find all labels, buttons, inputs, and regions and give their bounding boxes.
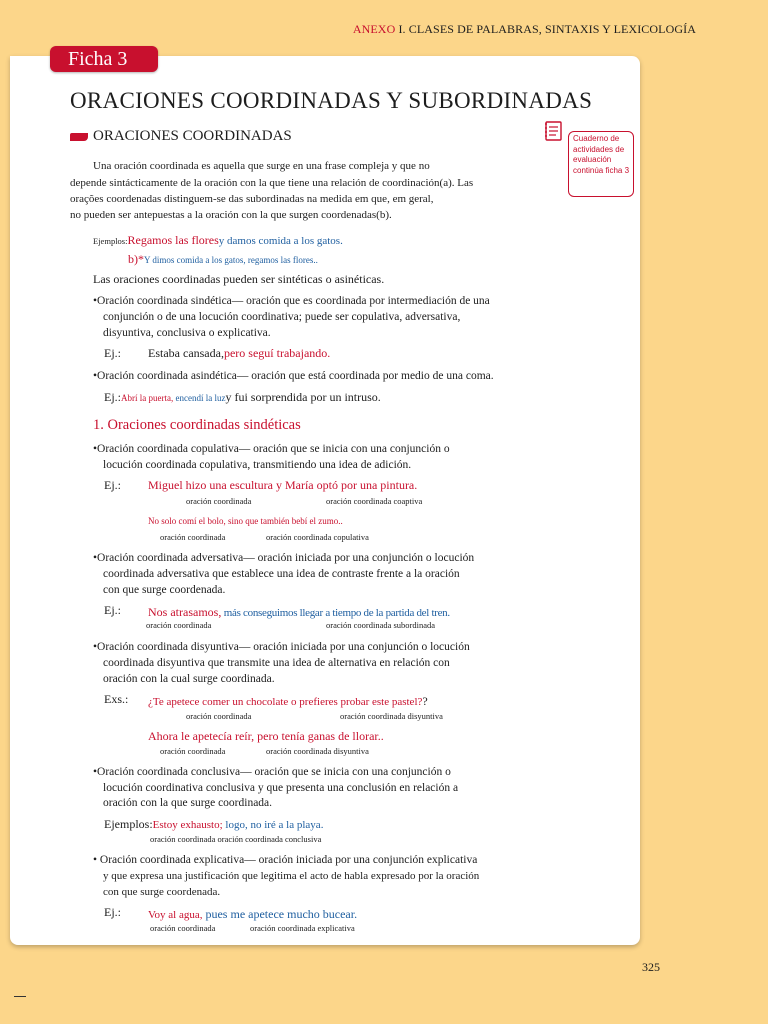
asindetica-ex-part2: encendí la luz — [173, 393, 226, 403]
sindetica-ex-part1: Estaba cansada, — [148, 346, 224, 360]
section-title: ORACIONES COORDINADAS — [93, 128, 292, 144]
adversativa-ex-part1: Nos atrasamos, — [148, 605, 222, 619]
copulativa-ex2-label: oración coordinada copulativa — [266, 532, 369, 542]
sindetica-ex-part2: pero seguí trabajando. — [223, 346, 331, 360]
conclusiva-example — [104, 815, 323, 833]
conclusiva-ex-part2: logo, no iré a la playa. — [222, 819, 324, 831]
explicativa-example — [148, 905, 357, 923]
asindetica-line: •Oración coordinada asindética— oración que está coordinada por medio de una coma. — [93, 370, 494, 382]
ficha-tab: Ficha 3 — [50, 46, 158, 72]
asindetica-ex-part1: Abrí la puerta, — [121, 393, 174, 403]
adversativa-ex-label-1: oración coordinada — [146, 620, 212, 630]
header-title: I. CLASES DE PALABRAS, SINTAXIS Y LEXICOLOGÍA — [395, 22, 696, 36]
sindetica-line: conjunción o de una locución coordinativa; puede ser copulativa, adversativa, — [103, 311, 461, 323]
adversativa-line: coordinada adversativa que establece una idea de contraste frente a la oración — [103, 568, 460, 580]
asindetica-example — [104, 388, 381, 406]
disyuntiva-example-1 — [148, 692, 428, 710]
intro-line: no pueden ser antepuestas a la oración con la que surgen coordenadas(b). — [70, 209, 392, 221]
sindetica-line: •Oración coordinada sindética— oración que es coordinada por intermediación de una — [93, 295, 490, 307]
disyuntiva-line: oración con la cual surge coordinada. — [103, 673, 275, 685]
copulativa-line: locución coordinada copulativa, transmitiendo una idea de adición. — [103, 459, 412, 471]
copulativa-ex2-label: oración coordinada — [160, 532, 226, 542]
sindetica-ex-label: Ej.: — [104, 346, 121, 360]
explicativa-line: • Oración coordinada explicativa— oración iniciada por una conjunción explicativa — [93, 854, 478, 866]
conclusiva-ex-labels: oración coordinada oración coordinada conclusiva — [150, 834, 322, 844]
copulativa-ex1-label: oración coordinada coaptiva — [326, 496, 423, 506]
types-intro: Las oraciones coordinadas pueden ser sintéticas o asinéticas. — [93, 272, 385, 286]
example-b-label: b)* — [128, 252, 144, 266]
header-annex: ANEXO — [352, 22, 396, 36]
conclusiva-line: locución coordinativa conclusiva y que presenta una conclusión en relación a — [103, 782, 459, 794]
adversativa-ex-label: Ej.: — [104, 603, 121, 617]
explicativa-ex-label-2: oración coordinada explicativa — [250, 923, 355, 933]
adversativa-ex-label-2: oración coordinada subordinada — [326, 620, 436, 630]
page-sheet — [10, 56, 640, 945]
example-b-text: Y dimos comida a los gatos, regamos las flores.. — [144, 255, 318, 265]
side-note-box — [568, 131, 634, 197]
side-note-text: Cuaderno de actividades de evaluación continúa ficha 3 — [573, 134, 630, 175]
explicativa-ex-part2: pues me apetece mucho bucear. — [202, 907, 358, 921]
explicativa-ex-label: Ej.: — [104, 905, 121, 919]
page-number: 325 — [642, 960, 660, 974]
example-a-part1: Regamos las flores — [127, 233, 219, 247]
explicativa-ex-label-1: oración coordinada — [150, 923, 216, 933]
copulativa-example-1: Miguel hizo una escultura y María optó por una pintura. — [148, 478, 418, 492]
explicativa-line: con que surge coordenada. — [103, 886, 221, 898]
conclusiva-line: oración con la que surge coordinada. — [103, 797, 273, 809]
example-label: Ejemplos: — [93, 236, 128, 246]
conclusiva-ex-label: Ejemplos: — [104, 817, 153, 831]
adversativa-line: con que surge coordenada. — [103, 584, 226, 596]
copulativa-ex-label: Ej.: — [104, 478, 121, 492]
sindetica-line: disyuntiva, conclusiva o explicativa. — [103, 327, 271, 339]
adversativa-line: •Oración coordinada adversativa— oración iniciada por una conjunción o locución — [93, 552, 475, 564]
asindetica-ex-label: Ej.: — [104, 390, 121, 404]
intro-line: depende sintácticamente de la oración con la que tiene una relación de coordinación(a). Las — [70, 177, 474, 189]
asindetica-ex-part3: y fui sorprendida por un intruso. — [225, 390, 381, 404]
disyuntiva-ex1-tail: ? — [422, 694, 428, 708]
section-marker-icon — [70, 133, 88, 141]
copulativa-example-2: No solo comí el bolo, sino que también bebí el zumo.. — [148, 516, 343, 526]
disyuntiva-example-2: Ahora le apetecía reír, pero tenía ganas de llorar.. — [148, 729, 384, 743]
disyuntiva-ex1-label: oración coordinada — [186, 711, 252, 721]
copulativa-line: •Oración coordinada copulativa— oración que se inicia con una conjunción o — [93, 443, 450, 455]
explicativa-ex-part1: Voy al agua, — [148, 909, 203, 921]
intro-line: Una oración coordinada es aquella que surge en una frase compleja y que no — [93, 160, 430, 172]
disyuntiva-ex2-label: oración coordinada disyuntiva — [266, 746, 369, 756]
example-a — [93, 231, 343, 249]
disyuntiva-ex1-text: ¿Te apetece comer un chocolate o prefieres probar este pastel? — [148, 696, 423, 708]
footer-mark — [14, 996, 26, 997]
example-a-part2: y damos comida a los gatos. — [218, 235, 343, 247]
intro-line: orações coordenadas distinguem-se das subordinadas na medida em que, em geral, — [70, 193, 434, 205]
page-title: ORACIONES COORDINADAS Y SUBORDINADAS — [70, 88, 593, 113]
running-header — [353, 22, 696, 37]
notebook-icon — [542, 119, 566, 143]
disyuntiva-ex2-label: oración coordinada — [160, 746, 226, 756]
explicativa-line: y que expresa una justificación que legitima el acto de habla expresado por la oración — [103, 870, 480, 882]
conclusiva-ex-part1: Estoy exhausto; — [152, 819, 223, 831]
conclusiva-line: •Oración coordinada conclusiva— oración que se inicia con una conjunción o — [93, 766, 451, 778]
example-b — [128, 250, 318, 268]
subsection-title: 1. Oraciones coordinadas sindéticas — [93, 417, 301, 433]
sindetica-example — [148, 346, 330, 361]
disyuntiva-line: •Oración coordinada disyuntiva— oración iniciada por una conjunción o locución — [93, 641, 470, 653]
disyuntiva-ex1-label: oración coordinada disyuntiva — [340, 711, 443, 721]
adversativa-ex-part2: más conseguimos llegar a tiempo de la partida del tren. — [221, 607, 450, 619]
disyuntiva-line: coordinada disyuntiva que transmite una idea de alternativa en relación con — [103, 657, 450, 669]
copulativa-ex1-label: oración coordinada — [186, 496, 252, 506]
disyuntiva-ex-label: Exs.: — [104, 692, 129, 706]
adversativa-example — [148, 603, 450, 621]
